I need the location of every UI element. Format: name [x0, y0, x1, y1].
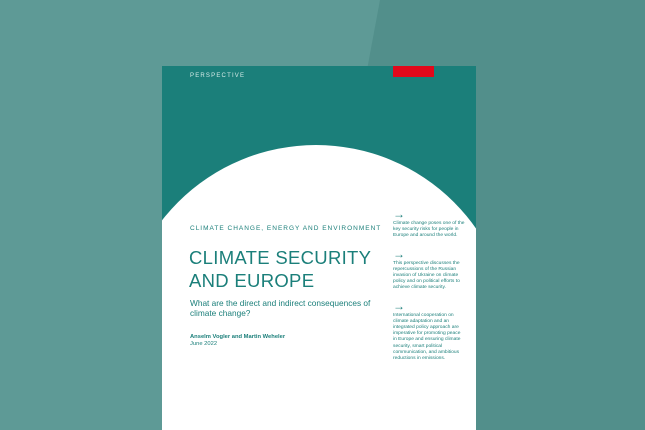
summary-item: [393, 208, 465, 240]
summary-text: This perspective discusses the repercussions of the Russian invasion of Ukraine on climate policy and on political efforts to achieve climate security.: [393, 260, 460, 291]
summary-text: Climate change poses one of the key security risks for people in Europe and around the world.: [393, 221, 465, 239]
publication-date: June 2022: [190, 341, 218, 347]
authors: Anselm Vogler and Martin Weheler: [190, 334, 286, 340]
arrow-right-icon: →: [393, 298, 405, 313]
title-line-1: CLIMATE SECURITY: [189, 247, 372, 268]
document-subtitle: What are the direct and indirect consequences of climate change?: [190, 298, 371, 318]
arrow-right-icon: →: [393, 246, 405, 261]
document-cover: [162, 66, 476, 430]
document-title: [189, 246, 389, 292]
category-label: CLIMATE CHANGE, ENERGY AND ENVIRONMENT: [190, 225, 382, 232]
title-line-2: AND EUROPE: [189, 270, 315, 291]
summary-item: [393, 248, 465, 292]
series-label: PERSPECTIVE: [190, 73, 246, 79]
summary-text: International cooperation on climate adaptation and an integrated policy approach are imperative for promoting peace in Europe and ensuring climate security, smart political communication, and ambitious reductions in emissions.: [393, 312, 461, 362]
summary-item: [393, 300, 465, 363]
accent-tab: [393, 66, 434, 77]
summary-list: [393, 208, 465, 370]
arrow-right-icon: →: [393, 207, 405, 221]
